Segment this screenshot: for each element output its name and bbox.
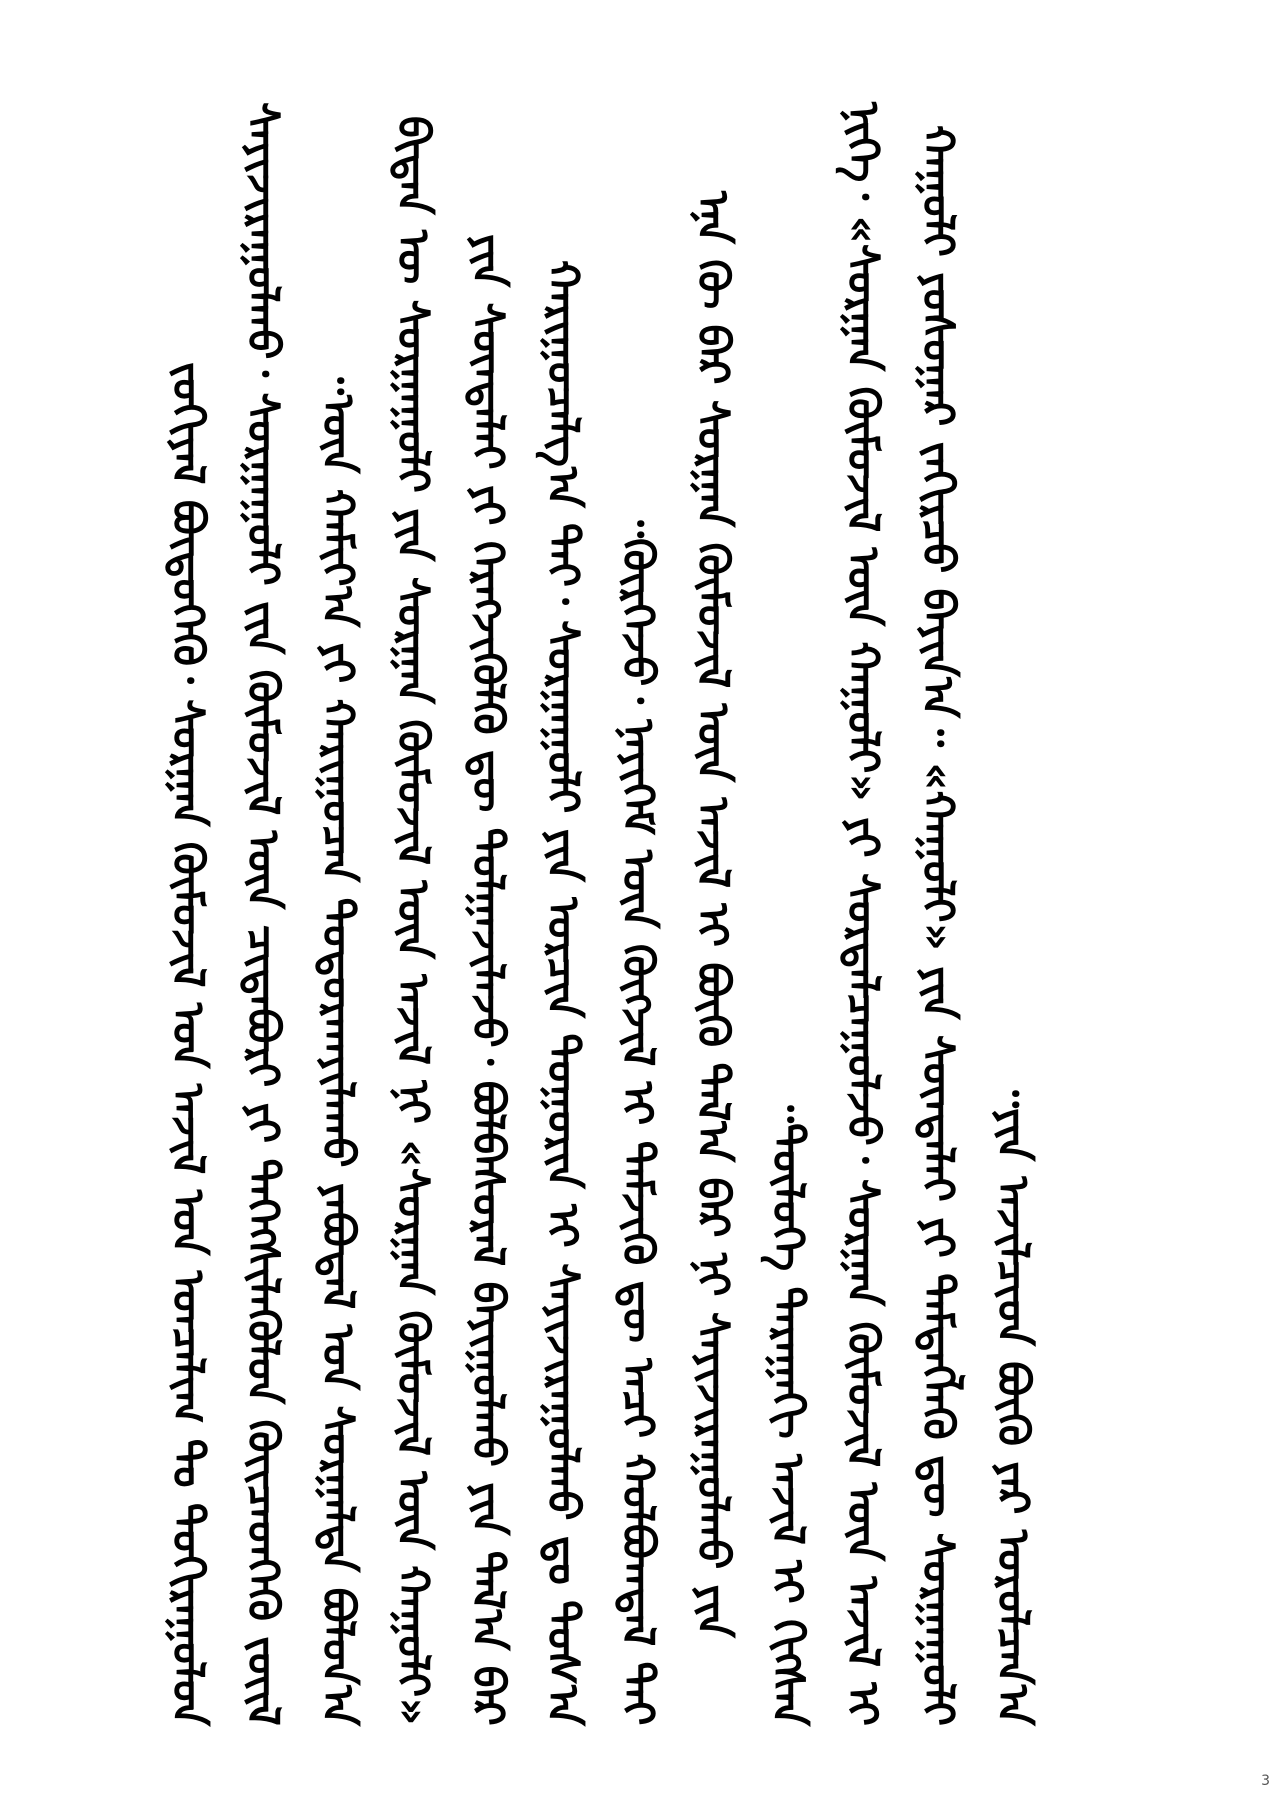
paragraph-2: ᠪᠢᠳᠡᠨ ᠦ ᠰᠤᠷᠭᠠᠭᠤᠯᠢ ᠶᠢᠨ ᠰᠤᠷᠭᠠᠨ ᠬᠦᠮᠦᠵᠢᠯ ᠦᠨ ᠠᠵᠢᠯ ᠨᠢ «ᠰᠤᠷᠭᠠᠨ ᠬᠦᠮᠦᠵᠢᠯ ᠦᠨ ᠬᠠᠭᠤᠯᠢ» ᠶᠢᠨ ᠰᠦᠨᠳᠡᠯᠡᠢ ᠶᠢ ᠬᠡᠷᠡᠭᠵᠢᠭᠦᠯᠬᠦ ᠳᠦ ᠲᠤᠯᠭᠠᠵᠢᠯᠠᠵᠤ᠂ ᠪᠣᠯᠪᠠᠰᠤᠷᠠᠯ ᠪᠠᠶᠢᠭᠤᠯᠬᠤ ᠶᠢᠨ ᠲᠠᠯ᠎ᠠ ᠪᠠᠷ ᠬᠠᠷᠢᠭᠤᠴᠠᠯᠭ᠎ᠠ ᠲᠠᠢ᠂ ᠰᠤᠷᠭᠠᠭᠤᠯᠢ ᠶᠢᠨ ᠣᠷᠴᠢᠨ ᠲᠣᠭᠣᠷᠢᠨ ᠢ ᠰᠠᠶᠢᠵᠢᠷᠠᠭᠤᠯᠬᠤ ᠳᠤ ᠲᠣᠰ᠎ᠠ ᠬᠦᠷᠭᠡᠵᠦ᠂ ᠨᠡᠶᠢᠭᠡᠮ ᠦᠨ ᠬᠥᠭᠵᠢᠯ ᠢ ᠳᠡᠮᠵᠢᠬᠦ ᠳᠦ ᠠᠴᠢ ᠬᠣᠯᠪᠣᠭᠳᠠᠯ ᠲᠠᠢ᠃ [387, 116, 663, 1726]
page-number: 3 [1261, 1773, 1270, 1789]
paragraph-1: ᠵᠣᠬᠢᠶᠠᠯ ᠪᠦᠲᠦᠭᠡᠬᠦ᠂ ᠰᠤᠷᠭᠠᠨ ᠬᠦᠮᠦᠵᠢᠯ ᠤᠨ ᠠᠵᠢᠯ ᠤᠨ ᠣᠨᠴᠠᠯᠢᠭ ᠲᠤ ᠲᠣᠬᠢᠷᠠᠭᠤᠯᠤᠨ ᠰᠠᠶᠢᠵᠢᠷᠠᠭᠤᠯᠬᠤ᠂ ᠰᠤᠷᠭᠠᠭᠤᠯᠢ ᠵᠢᠨ ᠬᠦᠮᠦᠵᠢᠯ ᠦᠨ ᠴᠢᠳᠠᠪᠤᠷᠢ ᠶᠢ ᠳᠡᠭᠡᠭᠰᠢᠯᠡᠭᠦᠯᠦᠨ ᠭᠦᠢᠴᠡᠳᠬᠡᠬᠦ ᠵᠦᠢᠯ ᠦᠨ ᠬᠠᠮᠢᠶ᠎ᠠ ᠶᠢ ᠬᠠᠷᠢᠭᠤᠴᠠᠨ ᠲᠣᠳᠤᠷᠬᠠᠶᠢᠯᠠᠬᠤ ᠶᠠᠪᠤᠳᠠᠯ ᠤᠨ ᠰᠤᠷᠭᠠᠯᠲᠠ ᠪᠣᠯᠤᠨ᠎ᠠ᠃ [162, 102, 363, 1726]
paragraph-4: ᠨᠢᠭᠡ᠂ «ᠰᠤᠷᠭᠠᠨ ᠬᠦᠮᠦᠵᠢᠯ ᠦᠨ ᠬᠠᠭᠤᠯᠢ» ᠶᠢ ᠰᠤᠷᠳᠠᠯᠴᠠᠭᠤᠯᠵᠤ᠂ ᠰᠤᠷᠭᠠᠨ ᠬᠦᠮᠦᠵᠢᠯ ᠦᠨ ᠠᠵᠢᠯ ᠢ ᠬᠠᠭᠤᠯᠢ ᠶᠣᠰᠣᠭᠠᠷ ᠵᠠᠬᠢᠷᠴᠤ ᠪᠠᠶᠢᠨ᠎ᠠ᠃ «ᠬᠠᠭᠤᠯᠢ» ᠶᠢᠨ ᠰᠦᠨᠳᠡᠯᠡᠢ ᠶᠢ ᠲᠡᠮᠳᠡᠭᠯᠡᠬᠦ ᠳᠦ ᠰᠤᠷᠭᠠᠭᠤᠯᠢ ᠶᠢᠨ ᠠᠵᠢᠯᠴᠢᠳ ᠪᠦᠬᠦ ᠶᠡᠷ ᠣᠷᠣᠯᠴᠠᠨ᠎ᠠ᠃ [837, 101, 1038, 1726]
vertical-text-body [150, 86, 1060, 1726]
paragraph-3: ᠡᠨᠡ ᠬᠦ ᠪᠠᠷ ᠰᠤᠷᠭᠠᠨ ᠬᠦᠮᠦᠵᠢᠯ ᠦᠨ ᠠᠵᠢᠯ ᠢ ᠪᠦᠬᠦ ᠲᠠᠯ᠎ᠠ ᠪᠠᠷ ᠨᠢ ᠰᠠᠶᠢᠵᠢᠷᠠᠭᠤᠯᠬᠤ ᠶᠢᠨ ᠲᠥᠯᠥᠭᠡ ᠳᠠᠷᠠᠭᠠᠬᠢ ᠠᠵᠢᠯ ᠢ ᠬᠢᠭᠰᠡᠨ᠃ [687, 191, 813, 1726]
